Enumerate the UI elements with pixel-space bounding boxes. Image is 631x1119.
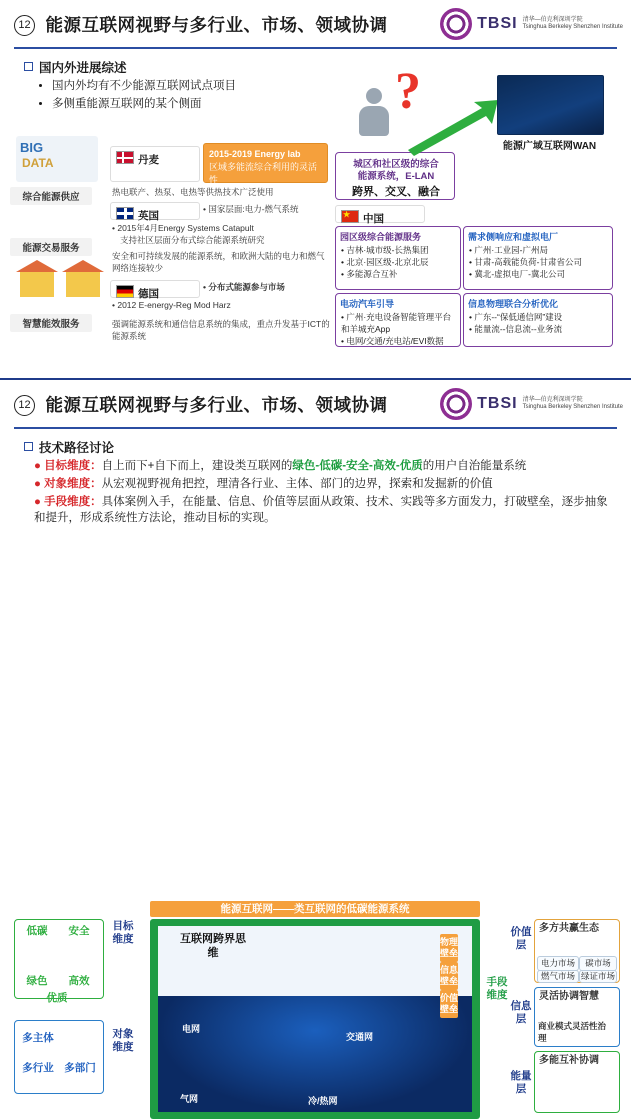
list-item: • 电网/交通/充电站/EVI数据 <box>341 336 444 346</box>
slide1-header-rule <box>14 47 617 49</box>
list-item: • 国内外均有不少能源互联网试点项目 <box>52 78 366 95</box>
information-layer-title: 灵活协调智慧 <box>539 991 599 1002</box>
cn-box-cps <box>463 293 613 347</box>
market-green-cert: 绿证市场 <box>580 971 615 981</box>
center-diagram-title: 互联网跨界思维 <box>180 933 246 959</box>
tbsi-logo <box>440 8 623 40</box>
value-layer-title: 多方共赢生态 <box>539 923 599 934</box>
denmark-headline: 2015-2019 Energy lab <box>209 149 301 159</box>
wall-physical: 物理壁垒 <box>440 934 458 962</box>
wall-value: 价值壁垒 <box>440 990 458 1018</box>
wan-image <box>497 75 604 135</box>
flag-denmark-icon <box>116 151 134 164</box>
list-item: • 北京·园区级-北京北辰 <box>341 257 429 267</box>
germany-note: 强调能源系统和通信信息系统的集成，重点升发基于ICT的能源系统 <box>112 319 330 341</box>
tbsi-cn-line1-2: 清华—伯克利深圳学院 <box>522 396 583 403</box>
flag-uk-icon <box>116 207 134 220</box>
flag-china-icon <box>341 210 359 223</box>
bigdata-line2: DATA <box>22 156 54 170</box>
center-concept-line1: 城区和社区级的综合 <box>353 159 439 170</box>
slide1-subhead: 国内外进展综述 <box>24 58 127 76</box>
list-item: • 吉林·城市级-长热集团 <box>341 245 429 255</box>
tbsi-seal-icon-2 <box>440 388 472 420</box>
green-arrow-icon <box>404 100 500 156</box>
market-carbon: 碳市场 <box>579 956 617 971</box>
list-item: • 广州·工业园-广州局 <box>469 245 549 255</box>
wan-label: 能源广域互联网WAN <box>502 141 597 152</box>
tbsi-seal-icon <box>440 8 472 40</box>
left-label-efficiency: 智慧能效服务 <box>10 314 92 332</box>
cn-box-cps-title: 信息物理联合分析优化 <box>468 299 559 309</box>
cn-box-dr-vpp <box>463 226 613 290</box>
germany-headline: • 分布式能源参与市场 <box>203 282 285 292</box>
goal-tag-safety: 安全 <box>68 925 90 937</box>
object-tag-industries: 多行业 <box>22 1062 54 1074</box>
tbsi-wordmark: TBSI <box>477 15 518 32</box>
axis-goal: 目标维度 <box>112 920 134 945</box>
country-card-germany: 德国 <box>110 280 200 298</box>
axis-energy: 能量层 <box>510 1070 532 1095</box>
axis-value: 价值层 <box>510 926 532 951</box>
square-bullet-icon <box>24 62 33 71</box>
goal-tag-lowcarbon: 低碳 <box>26 925 48 937</box>
center-concept-line3: 跨界、交叉、融合 <box>352 186 440 198</box>
slide1-number: 12 <box>14 15 35 36</box>
energy-layer-title: 多能互补协调 <box>539 1055 599 1066</box>
market-gas: 燃气市场 <box>537 970 579 983</box>
uk-line1: • 2015年4月Energy Systems Catapult <box>112 223 254 233</box>
axis-information: 信息层 <box>510 1000 532 1025</box>
slide1-title: 能源互联网视野与多行业、市场、领域协调 <box>45 15 388 35</box>
left-label-supply: 综合能源供应 <box>10 187 92 205</box>
germany-line1: • 2012 E-energy-Reg Mod Harz <box>112 300 231 310</box>
axis-object: 对象维度 <box>112 1028 134 1053</box>
cn-box-park-title: 园区级综合能源服务 <box>340 232 422 242</box>
goal-tag-efficient: 高效 <box>68 975 90 987</box>
tbsi-logo-2 <box>440 388 623 420</box>
energy-layer-box <box>534 1051 620 1113</box>
left-label-trading: 能源交易服务 <box>10 238 92 256</box>
denmark-highlight-card <box>203 143 328 183</box>
axis-means: 手段维度 <box>486 976 508 1001</box>
slide2-title: 能源互联网视野与多行业、市场、领域协调 <box>45 395 388 415</box>
uk-line2: 支持社区层面分布式综合能源系统研究 <box>120 235 265 245</box>
list-item: ● 目标维度：自上而下+自下而上，建设类互联网的绿色-低碳-安全-高效-优质的用户自治能量系统 <box>34 460 527 472</box>
tbsi-cn-line1: 清华—伯克利深圳学院 <box>522 16 583 23</box>
object-tag-subjects: 多主体 <box>22 1032 54 1044</box>
slide2-bullets <box>34 458 609 526</box>
node-gas: 气网 <box>180 1094 199 1104</box>
bigdata-line1: BIG <box>20 140 44 155</box>
uk-note: 安全和可持续发展的能源系统，和欧洲大陆的电力和燃气网络连接较少 <box>112 251 325 273</box>
denmark-note: 热电联产、热泵、电热等供热技术广泛使用 <box>112 187 274 197</box>
list-item: • 广东--“保低通信网”建设 <box>469 312 563 322</box>
tbsi-cn-line2: Tsinghua Berkeley Shenzhen Institute <box>522 24 623 30</box>
slide1-bullets <box>36 78 366 114</box>
list-item: ● 手段维度：具体案例入手，在能量、信息、价值等层面从政策、技术、实践等多方面发力，打破壁垒，逐步抽象和提升，形成系统性方法论，推动目标的实现。 <box>34 496 608 524</box>
list-item: • 能量流--信息流--业务流 <box>469 324 563 334</box>
list-item: • 多能源合互补 <box>341 269 398 279</box>
question-mark-icon: ? <box>395 63 421 120</box>
list-item: • 冀北-虚拟电厂-冀北公司 <box>469 269 566 279</box>
country-card-uk: 英国 <box>110 202 200 220</box>
node-transport: 交通网 <box>346 1032 374 1042</box>
uk-headline: • 国家层面:电力-燃气系统 <box>203 204 299 214</box>
slide2-number: 12 <box>14 395 35 416</box>
person-icon <box>357 88 391 136</box>
object-tag-departments: 多部门 <box>64 1062 96 1074</box>
slide2-subhead: 技术路径讨论 <box>24 438 114 456</box>
slide2-header-rule <box>14 427 617 429</box>
cn-box-dr-title: 需求侧响应和虚拟电厂 <box>468 232 559 242</box>
square-bullet-icon-2 <box>24 442 33 451</box>
list-item: • 甘肃-高载能负荷-甘肃省公司 <box>469 257 583 267</box>
market-electricity: 电力市场 <box>537 956 579 971</box>
wall-information: 信息壁垒 <box>440 962 458 990</box>
center-concept-line2: 能源系统，E-LAN <box>357 171 435 182</box>
cn-box-ev <box>335 293 461 347</box>
center-banner: 能源互联网——类互联网的低碳能源系统 <box>150 901 480 917</box>
information-layer-item: 商业模式灵活性治理 <box>538 1021 607 1043</box>
country-card-denmark: 丹麦 <box>110 146 200 182</box>
node-power-grid: 电网 <box>182 1024 201 1034</box>
list-item: ● 对象维度：从宏观视野视角把控，理清各行业、主体、部门的边界，探索和发掘新的价值 <box>34 478 493 490</box>
denmark-sub: 区域多能流综合利用的灵活性 <box>209 162 318 185</box>
country-card-china: ★中国 <box>335 205 425 223</box>
slide-2 <box>0 378 631 1106</box>
goal-tag-green: 绿色 <box>26 975 48 987</box>
list-item: • 多侧重能源互联网的某个侧面 <box>52 96 366 113</box>
tbsi-cn-line2-2: Tsinghua Berkeley Shenzhen Institute <box>522 404 623 410</box>
node-heat: 冷/热网 <box>308 1096 338 1106</box>
cn-box-ev-title: 电动汽车引导 <box>340 299 395 309</box>
houses-graphic <box>14 255 112 313</box>
cn-box-park <box>335 226 461 290</box>
goal-tag-quality: 优质 <box>46 992 68 1004</box>
flag-germany-icon <box>116 285 134 298</box>
tbsi-wordmark-2: TBSI <box>477 395 518 412</box>
center-diagram <box>158 926 472 1112</box>
slide-1 <box>0 0 631 378</box>
list-item: • 广州·充电设备智能管理平台和羊城充App <box>341 312 452 334</box>
